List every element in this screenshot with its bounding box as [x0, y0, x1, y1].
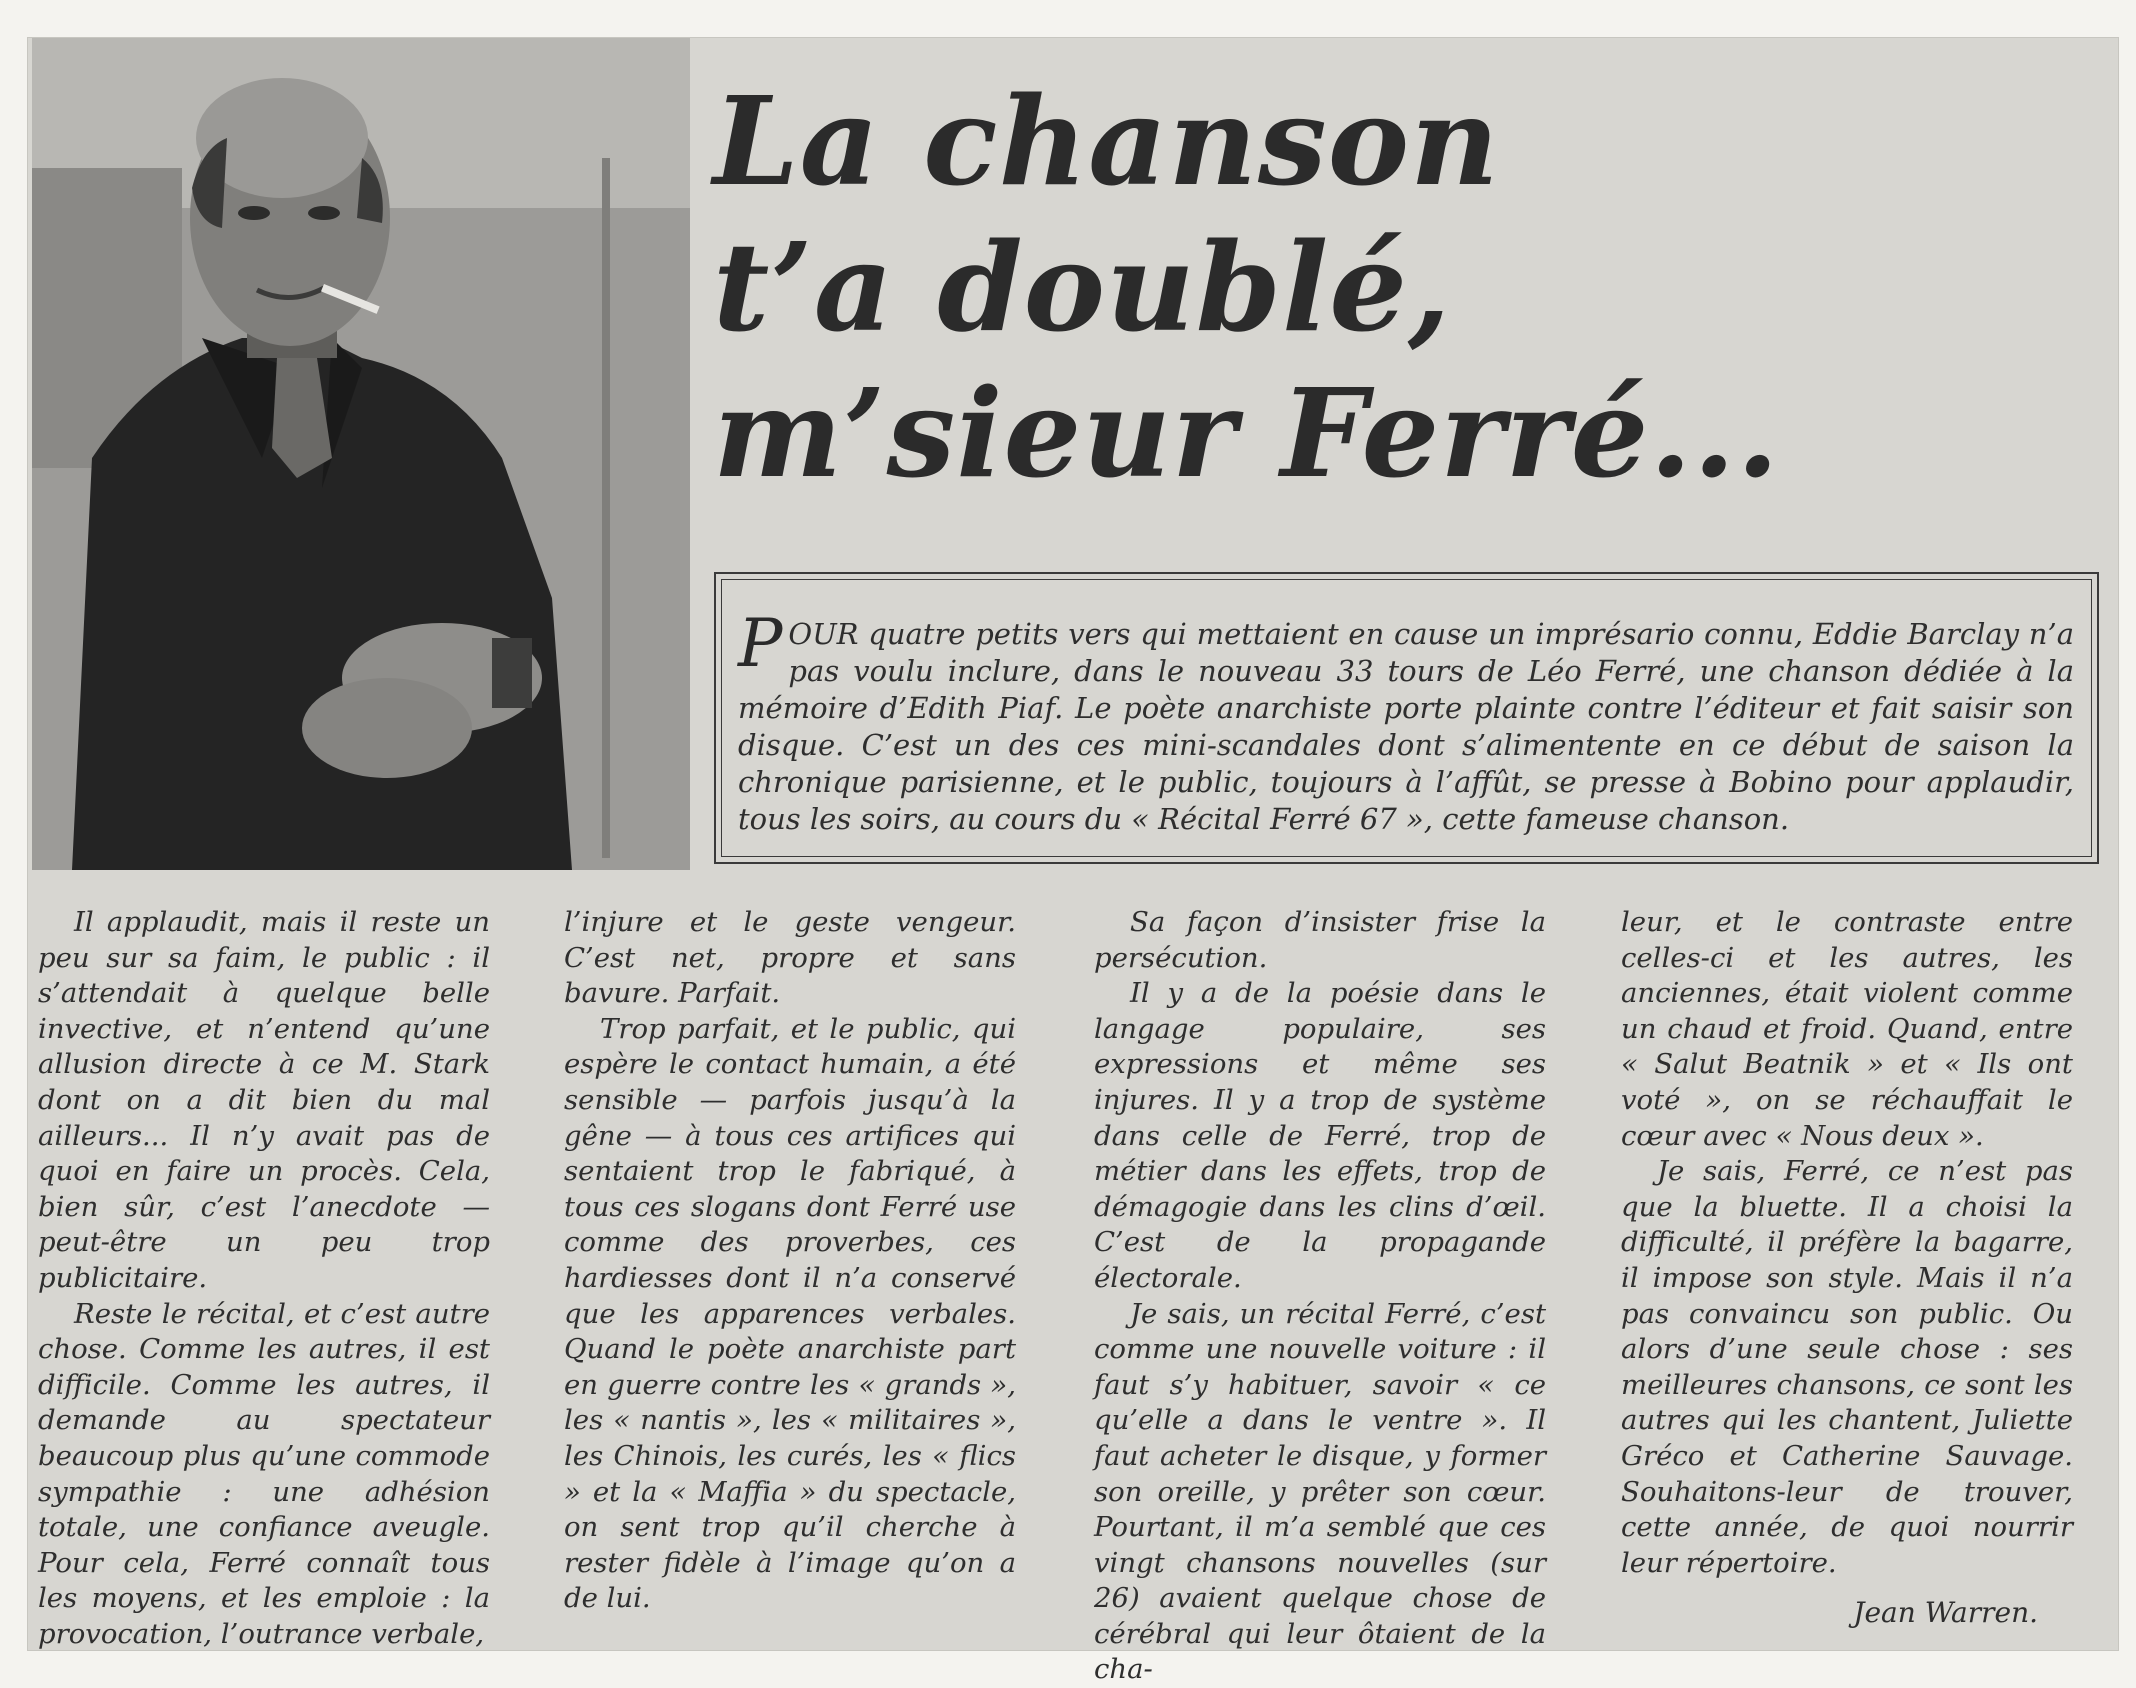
headline — [713, 68, 1780, 506]
paragraph: Il applaudit, mais il reste un peu sur sa faim, le public : il s’attendait à quelque belle invective, et n’entend qu’une allusion directe à ce M. Stark dont on a dit bien du mal ailleurs... Il n’y avait pas de quoi en faire un procès. Cela, bien sûr, c’est l’anecdote — peut-être un peu trop publicitaire. — [38, 906, 490, 1294]
newspaper-clipping — [28, 38, 2118, 1686]
paragraph: Il y a de la poésie dans le langage populaire, ses expressions et même ses injures. Il y a trop de système dans celle de Ferré, trop de métier dans les effets, trop de démagogie dans les clins d’œil. C’est de la propagande électorale. — [1094, 977, 1546, 1294]
paragraph: Je sais, un récital Ferré, c’est comme une nouvelle voiture : il faut s’y habituer, savoir « ce qu’elle a dans le ventre ». Il faut acheter le disque, y former son oreille, y prêter son cœur. Pourtant, il m’a semblé que ces vingt chansons nouvelles (sur 26) avaient quelque chose de cérébral qui leur ôtaient de la cha- — [1094, 1297, 1546, 1686]
article-body — [28, 905, 2118, 1686]
paragraph: Sa façon d’insister frise la persécution. — [1094, 906, 1546, 974]
headline-line-1: La chanson — [713, 69, 1500, 213]
lead-text: OUR quatre petits vers qui mettaient en cause un imprésario connu, Eddie Barclay n’a pas voulu inclure, dans le nouveau 33 tours de Léo Ferré, une chanson dédiée à la mémoire d’Edith Piaf. Le poète anarchiste porte plainte contre l’éditeur et fait saisir son disque. C’est un des ces mini-scandales dont s’alimentente en ce début de saison la chronique parisienne, et le public, toujours à l’affût, se presse à Bobino pour applaudir, tous les soirs, au cours du « Récital Ferré 67 », cette fameuse chanson. — [738, 617, 2074, 836]
portrait-illustration — [32, 38, 690, 870]
paragraph: Reste le récital, et c’est autre chose. Comme les autres, il est difficile. Comme les autres, il demande au spectateur beaucoup plus qu’une commode sympathie : une adhésion totale, une confiance aveugle. Pour cela, Ferré connaît tous les moyens, et les emploie : la provocation, l’outrance verbale, — [38, 1297, 490, 1650]
column-4 — [1621, 905, 2073, 1581]
portrait-photo — [32, 38, 690, 870]
headline-line-2: t’a doublé, — [713, 215, 1452, 359]
headline-line-3: m’sieur Ferré... — [713, 361, 1780, 505]
author-signature: Jean Warren. — [1853, 1596, 2038, 1629]
paragraph: Je sais, Ferré, ce n’est pas que la bluette. Il a choisi la difficulté, il préfère la bagarre, il impose son style. Mais il n’a pas convaincu son public. Ou alors d’une seule chose : ses meilleures chansons, ce sont les autres qui les chantent, Juliette Gréco et Catherine Sauvage. Souhaitons-leur de trouver, cette année, de quoi nourrir leur répertoire. — [1621, 1155, 2073, 1579]
paragraph: l’injure et le geste vengeur. C’est net, propre et sans bavure. Parfait. — [564, 906, 1016, 1010]
column-2 — [564, 905, 1016, 1617]
paragraph: leur, et le contraste entre celles-ci et les autres, les anciennes, était violent comme un chaud et froid. Quand, entre « Salut Beatnik » et « Ils ont voté », on se réchauffait le cœur avec « Nous deux ». — [1621, 906, 2073, 1152]
column-3 — [1094, 905, 1546, 1688]
drop-cap: P — [738, 605, 783, 682]
lead-box — [714, 572, 2099, 864]
lead-paragraph — [738, 605, 2074, 838]
column-1 — [38, 905, 490, 1652]
paragraph: Trop parfait, et le public, qui espère le contact humain, a été sensible — parfois jusqu’à la gêne — à tous ces artifices qui sentaient trop le fabriqué, à tous ces slogans dont Ferré use comme des proverbes, ces hardiesses dont il n’a conservé que les apparences verbales. Quand le poète anarchiste part en guerre contre les « grands », les « nantis », les « militaires », les Chinois, les curés, les « flics » et la « Maffia » du spectacle, on sent trop qu’il cherche à rester fidèle à l’image qu’on a de lui. — [564, 1012, 1016, 1615]
